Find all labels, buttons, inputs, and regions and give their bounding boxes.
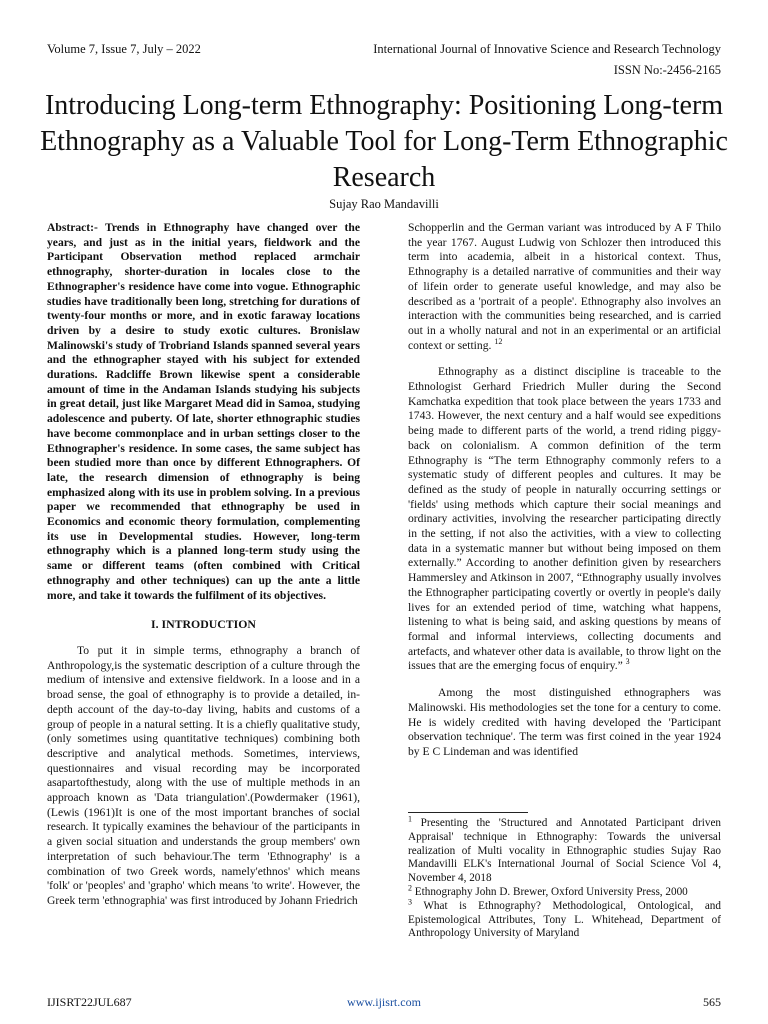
footnotes (408, 812, 721, 941)
right-paragraph-1 (408, 221, 721, 353)
right-column (408, 221, 721, 760)
left-column (47, 221, 360, 909)
right-paragraph-2 (408, 365, 721, 674)
intro-paragraph: To put it in simple terms, ethnography a branch of Anthropology,is the systematic description of a culture through the medium of intensive and extensive fieldwork. In a loose and in a broad sense, the goal of ethnography is to provide a detailed, in-depth account of the day-to-day living, habits and customs of a group of people in a natural setting. It is a chiefly qualitative study, (only sometimes using quantitative techniques) combining both descriptive and analytical methods. Sometimes, interviews, questionnaires and visual recording may be incorporated asapartofthestudy, along with the use of multiple methods in an approach known as 'Data triangulation'.(Powdermaker (1961), (Lewis (1961)It is one of the most important branches of social research. It typically examines the behaviour of the participants in a given social situation and understands the group members' own interpretation of such behaviour.The term 'Ethnography' is a combination of two Greek words, namely'ethnos' which means 'folk' or 'peoples' and 'grapho' which means 'to write'. However, the Greek term 'ethnographia' was first introduced by Johann Friedrich (47, 643, 360, 907)
ref-marker-12: 12 (494, 336, 503, 346)
footnote-rule (408, 812, 528, 813)
footnote-1 (408, 814, 722, 886)
footnote-text: What is Ethnography? Methodological, Ontological, and Epistemological Attributes, Tony L. Whitehead, Department of Anthropology University of Maryland (408, 899, 721, 940)
section-heading: I. INTRODUCTION (151, 617, 256, 632)
paper-id: IJISRT22JUL687 (47, 995, 132, 1009)
footnote-text: Presenting the 'Structured and Annotated Participant driven Appraisal' technique in Ethnography: Towards the universal realization of Multi vocality in Ethnographic studies Sujay Rao Mandavilli ELK's International Journal of Social Science Vol 4, November 4, 2018 (408, 817, 722, 885)
footnote-text: Ethnography John D. Brewer, Oxford University Press, 2000 (414, 885, 688, 898)
footnote-number: 1 (408, 814, 412, 824)
author-name: Sujay Rao Mandavilli (329, 197, 439, 211)
paper-title: Introducing Long-term Ethnography: Positioning Long-term Ethnography as a Valuable Tool for Long-Term Ethnographic Research (40, 90, 728, 193)
footnote-number: 3 (408, 897, 412, 907)
footnote-2 (408, 883, 721, 900)
website-link[interactable]: www.ijisrt.com (347, 995, 421, 1009)
volume-info: Volume 7, Issue 7, July – 2022 (47, 42, 201, 56)
abstract: Abstract:- Trends in Ethnography have changed over the years, and just as in the initial years, fieldwork and the Participant Observation method replaced armchair ethnography, shorter-duration in locales close to the Ethnographer's residence have come into vogue. Ethnographic studies have traditionally been long, stretching for durations of twenty-four months or more, and in exotic faraway locations driven by a desire to study exotic cultures. Bronislaw Malinowski's study of Trobriand Islands spanned several years and the ethnographer stayed with his subject for extended durations. Radcliffe Brown likewise spent a considerable amount of time in the Andaman Islands studying his subjects in great detail, just like Margaret Mead did in Samoa, studying adolescence and puberty. Of late, shorter ethnographic studies have become commonplace and in urban settings closer to the Ethnographer's residence. In some cases, the same subject has been studied more than once by different Ethnographers. Of late, the research dimension of ethnography is being emphasized along with its use in problem solving. In a previous paper we recommended that ethnography be used in Economics and economic theory formulation, complementing its use in Developmental studies. However, long-term ethnography which is a planned long-term study using the same or different teams (often combined with Critical ethnography and other techniques) can up the ante a little more, and take it towards the fulfilment of its objectives. (47, 221, 360, 602)
page-number: 565 (703, 995, 721, 1009)
footnote-number: 2 (408, 883, 412, 893)
right-paragraph-3: Among the most distinguished ethnographers was Malinowski. His methodologies set the tone for a century to come. He is widely credited with having developed the 'Participant observation technique'. The term was first coined in the year 1924 by E C Lindeman and was identified (408, 686, 721, 758)
right-paragraph-2-text: Ethnography as a distinct discipline is traceable to the Ethnologist Gerhard Friedrich Muller during the Second Kamchatka expedition that took place between the years 1733 and 1743. However, the next century and a half would see expeditions being made to different parts of the world, a trend riding piggy-back on colonialism. A common definition of the term Ethnography is “The term Ethnography commonly refers to a systematic study of different peoples and cultures. It may be defined as the study of people in naturally occurring settings or 'fields' using methods which capture their social meanings and ordinary activities, involving the researcher participating directly in the setting, if not also the activities, with a view to collecting data in a systematic manner but without being imposed on them externally.” According to another definition given by researchers Hammersley and Atkinson in 2007, “Ethnography usually involves the Ethnographer participating covertly or overtly in people's daily lives for an extended period of time, watching what happens, listening to what is being said, and asking questions by means of formal and informal interviews, collecting documents and artefacts, and whatever other data is available, to throw light on the issues that are the emerging focus of enquiry.” (408, 365, 721, 673)
right-paragraph-1-text: Schopperlin and the German variant was introduced by A F Thilo the year 1767. August Ludwig von Schlozer then introduced this term into academia, albeit in a historical context. Thus, Ethnography is a detailed narrative of communities and their way of lifein order to generate useful knowledge, and may also be described as a 'portrait of a people'. Ethnography also involves an interaction with the communities being researched, and is carried out in a wholly natural and not in an experimental or an artificial context or setting. (408, 221, 721, 352)
ref-marker-3: 3 (625, 657, 630, 667)
journal-name: International Journal of Innovative Science and Research Technology (373, 42, 721, 56)
footnote-3 (408, 897, 721, 941)
issn: ISSN No:-2456-2165 (613, 63, 721, 77)
